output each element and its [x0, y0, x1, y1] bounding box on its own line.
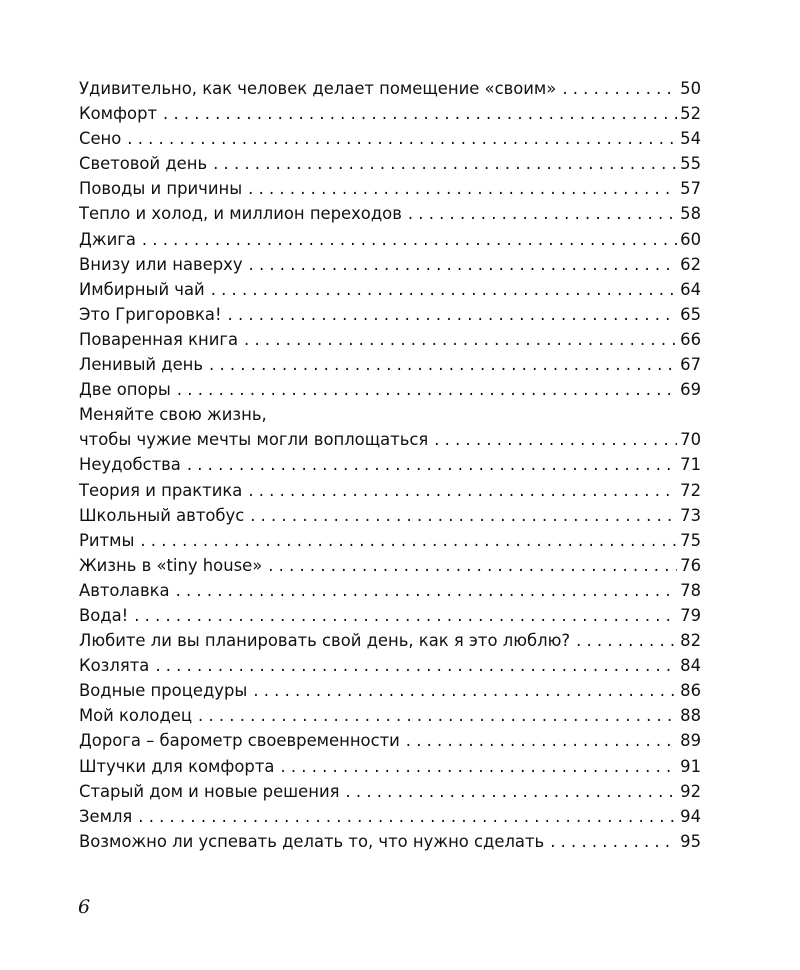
toc-entry-title: Тепло и холод, и миллион переходов — [79, 204, 402, 224]
dot-leader — [428, 427, 677, 452]
dot-leader — [136, 227, 677, 252]
toc-entry-page: 75 — [680, 530, 701, 550]
table-of-contents — [79, 76, 701, 854]
toc-entry-title: Дорога – барометр своевременности — [79, 731, 400, 751]
toc-entry-page: 78 — [680, 580, 701, 600]
toc-entry-page: 95 — [680, 831, 701, 851]
toc-entry-title-line2: чтобы чужие мечты могли воплощаться — [79, 430, 429, 450]
toc-entry[interactable] — [79, 478, 701, 503]
toc-entry[interactable] — [79, 754, 701, 779]
dot-leader — [192, 703, 677, 728]
dot-leader — [134, 528, 677, 553]
toc-entry-title: Водные процедуры — [79, 681, 248, 701]
toc-entry-page: 84 — [680, 656, 701, 676]
toc-entry-title: Имбирный чай — [79, 279, 205, 299]
toc-entry-title: Удивительно, как человек делает помещение «своим» — [79, 79, 557, 98]
toc-entry-page: 55 — [680, 154, 701, 174]
toc-entry[interactable] — [79, 327, 701, 352]
toc-entry[interactable] — [79, 302, 701, 327]
toc-entry-line — [79, 427, 701, 452]
toc-entry-page: 73 — [680, 505, 701, 525]
dot-leader — [274, 754, 677, 779]
dot-leader — [171, 377, 677, 402]
toc-entry[interactable] — [79, 528, 701, 553]
toc-entry[interactable] — [79, 126, 701, 151]
dot-leader — [132, 804, 677, 829]
toc-entry[interactable] — [79, 352, 701, 377]
dot-leader — [242, 478, 677, 503]
dot-leader — [238, 327, 677, 352]
toc-entry[interactable] — [79, 628, 701, 653]
toc-entry-page: 65 — [680, 304, 701, 324]
toc-entry[interactable] — [79, 227, 701, 252]
dot-leader — [402, 201, 677, 226]
toc-entry[interactable] — [79, 829, 701, 854]
toc-entry-page: 94 — [680, 806, 701, 826]
toc-entry-page: 50 — [680, 79, 701, 98]
toc-entry[interactable] — [79, 101, 701, 126]
dot-leader — [157, 101, 677, 126]
dot-leader — [128, 603, 677, 628]
toc-entry-title: Теория и практика — [79, 480, 243, 500]
toc-entry-title: Жизнь в «tiny house» — [79, 555, 263, 575]
dot-leader — [400, 728, 677, 753]
toc-entry[interactable] — [79, 377, 701, 402]
dot-leader — [556, 76, 677, 101]
toc-entry[interactable] — [79, 277, 701, 302]
toc-entry-page: 88 — [680, 706, 701, 726]
dot-leader — [170, 578, 677, 603]
toc-entry-page: 58 — [680, 204, 701, 224]
toc-entry[interactable] — [79, 553, 701, 578]
toc-entry-title: Возможно ли успевать делать то, что нужно сделать — [79, 831, 545, 851]
toc-entry[interactable] — [79, 779, 701, 804]
toc-entry-title: Штучки для комфорта — [79, 756, 275, 776]
toc-entry-page: 82 — [680, 631, 701, 651]
dot-leader — [339, 779, 677, 804]
toc-entry-page: 91 — [680, 756, 701, 776]
toc-entry-title: Ленивый день — [79, 355, 204, 375]
toc-entry-title: Внизу или наверху — [79, 254, 243, 274]
toc-entry-page: 70 — [680, 430, 701, 450]
toc-entry-multiline[interactable] — [79, 402, 701, 452]
toc-entry-title: Козлята — [79, 656, 150, 676]
toc-entry-title: Любите ли вы планировать свой день, как я это люблю? — [79, 631, 571, 651]
toc-entry-title: Вода! — [79, 605, 129, 625]
toc-entry-title: Сено — [79, 129, 122, 149]
dot-leader — [207, 151, 677, 176]
dot-leader — [222, 302, 677, 327]
dot-leader — [205, 277, 677, 302]
toc-entry-page: 60 — [680, 229, 701, 249]
toc-entry[interactable] — [79, 76, 701, 101]
toc-entry-title: Две опоры — [79, 380, 171, 400]
toc-entry-title: Поводы и причины — [79, 179, 243, 199]
toc-entry-page: 79 — [680, 605, 701, 625]
dot-leader — [262, 553, 677, 578]
dot-leader — [244, 503, 677, 528]
toc-entry-title: Световой день — [79, 154, 208, 174]
toc-entry[interactable] — [79, 678, 701, 703]
dot-leader — [247, 678, 677, 703]
toc-entry-page: 71 — [680, 455, 701, 475]
toc-entry[interactable] — [79, 703, 701, 728]
toc-entry-line — [79, 402, 701, 427]
toc-entry-page: 86 — [680, 681, 701, 701]
toc-entry-title-line1: Меняйте свою жизнь, — [79, 405, 267, 425]
toc-entry-title: Старый дом и новые решения — [79, 781, 340, 801]
toc-entry[interactable] — [79, 503, 701, 528]
dot-leader — [203, 352, 677, 377]
toc-entry[interactable] — [79, 151, 701, 176]
toc-entry-page: 89 — [680, 731, 701, 751]
toc-entry-title: Земля — [79, 806, 133, 826]
toc-entry[interactable] — [79, 252, 701, 277]
toc-entry-page: 76 — [680, 555, 701, 575]
page-number: 6 — [78, 896, 91, 918]
toc-entry-page: 57 — [680, 179, 701, 199]
toc-entry-title: Поваренная книга — [79, 329, 239, 349]
toc-entry[interactable] — [79, 176, 701, 201]
toc-entry-page: 66 — [680, 329, 701, 349]
toc-entry[interactable] — [79, 603, 701, 628]
toc-entry-page: 67 — [680, 355, 701, 375]
toc-entry-title: Автолавка — [79, 580, 170, 600]
toc-entry-title: Мой колодец — [79, 706, 193, 726]
toc-entry-title: Неудобства — [79, 455, 181, 475]
toc-entry[interactable] — [79, 578, 701, 603]
dot-leader — [570, 628, 677, 653]
dot-leader — [544, 829, 677, 854]
toc-entry-title: Школьный автобус — [79, 505, 245, 525]
toc-entry[interactable] — [79, 201, 701, 226]
toc-entry-title: Это Григоровка! — [79, 304, 222, 324]
dot-leader — [121, 126, 677, 151]
toc-entry[interactable] — [79, 804, 701, 829]
toc-entry-page: 72 — [680, 480, 701, 500]
toc-entry-page: 69 — [680, 380, 701, 400]
toc-entry[interactable] — [79, 452, 701, 477]
toc-entry-page: 54 — [680, 129, 701, 149]
dot-leader — [181, 452, 677, 477]
toc-entry-page: 64 — [680, 279, 701, 299]
toc-entry-page: 62 — [680, 254, 701, 274]
toc-entry-title: Ритмы — [79, 530, 135, 550]
dot-leader — [243, 252, 677, 277]
dot-leader — [149, 653, 677, 678]
dot-leader — [242, 176, 677, 201]
toc-entry-page: 92 — [680, 781, 701, 801]
toc-entry[interactable] — [79, 653, 701, 678]
toc-entry-page: 52 — [680, 104, 701, 124]
toc-entry-title: Комфорт — [79, 104, 158, 124]
toc-entry[interactable] — [79, 728, 701, 753]
toc-entry-title: Джига — [79, 229, 136, 249]
